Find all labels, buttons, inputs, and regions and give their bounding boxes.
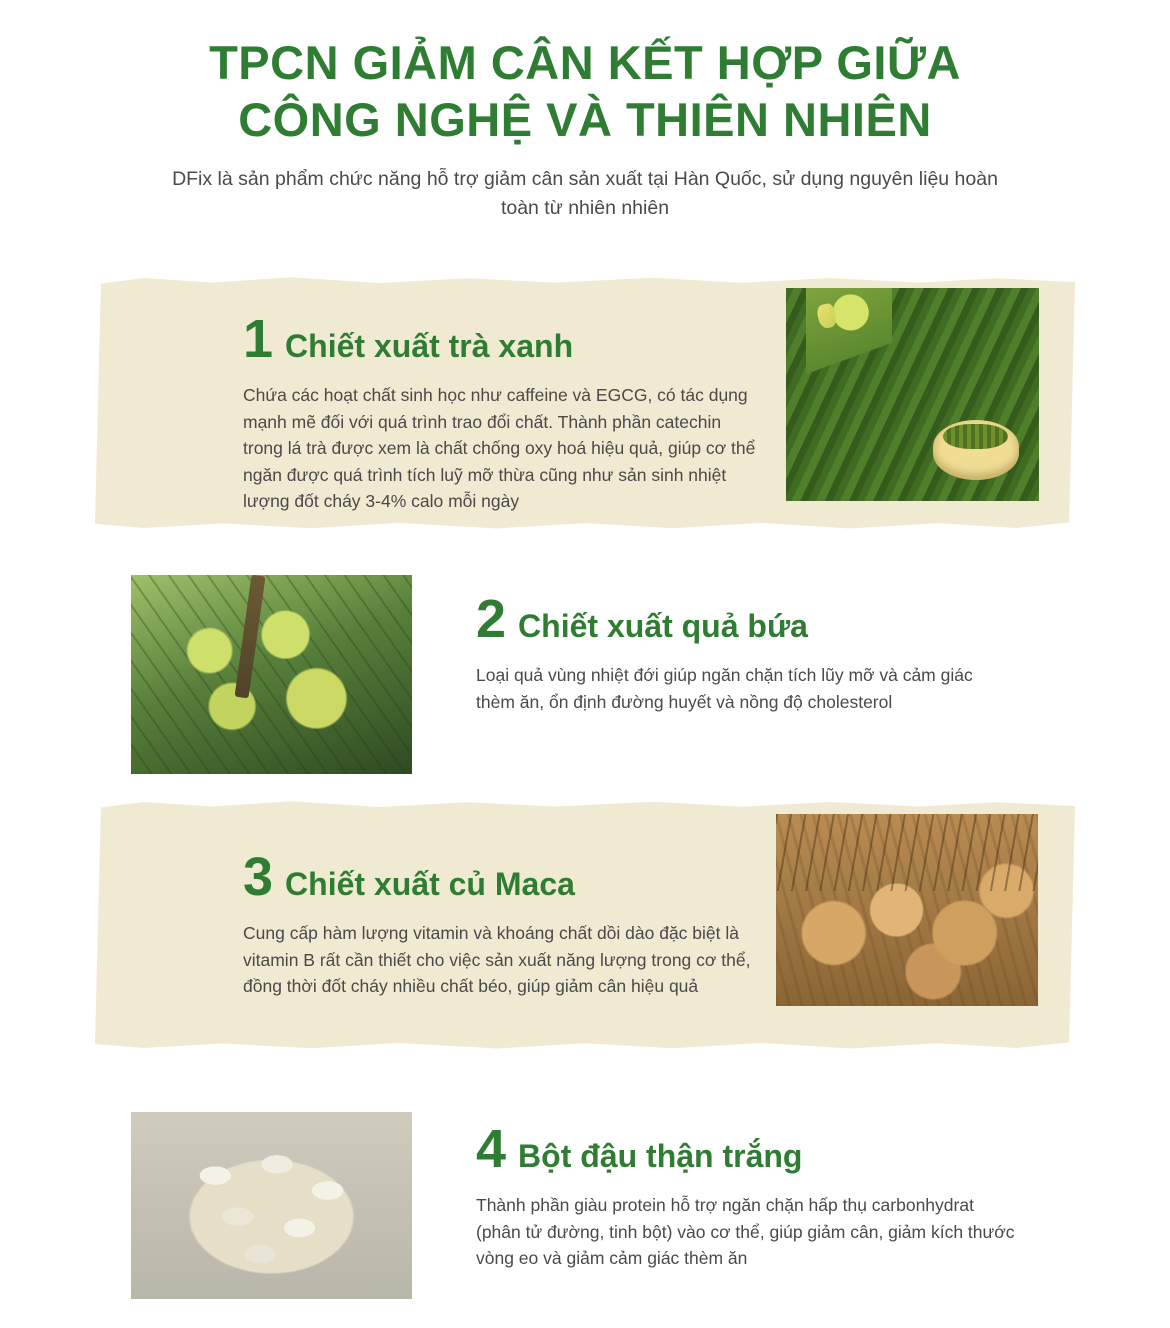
section-3-headline <box>243 847 763 907</box>
section-4-heading: Bột đậu thận trắng <box>518 1138 803 1174</box>
page-header <box>0 0 1170 223</box>
green-tea-field-photo <box>786 288 1039 501</box>
section-4-number: 4 <box>476 1119 507 1179</box>
page-title <box>155 34 1015 149</box>
section-1-headline <box>243 309 763 369</box>
section-2-body: Loại quả vùng nhiệt đới giúp ngăn chặn tích lũy mỡ và cảm giác thèm ăn, ổn định đường huyết và nồng độ cholesterol <box>476 665 973 712</box>
section-4-content <box>476 1119 1016 1272</box>
section-3-number: 3 <box>243 847 274 907</box>
section-3-body: Cung cấp hàm lượng vitamin và khoáng chất dồi dào đặc biệt là vitamin B rất cần thiết cho việc sản xuất năng lượng trong cơ thể, đồng thời đốt cháy nhiều chất béo, giúp giảm cân hiệu quả <box>243 923 751 997</box>
section-2-headline <box>476 589 1012 649</box>
section-1-heading: Chiết xuất trà xanh <box>285 328 574 364</box>
white-kidney-beans-photo <box>131 1112 412 1299</box>
ingredient-section-3 <box>0 800 1170 1062</box>
garcinia-branch <box>235 575 266 699</box>
section-1-body: Chứa các hoạt chất sinh học như caffeine và EGCG, có tác dụng mạnh mẽ đối với quá trình trao đổi chất. Thành phần catechin trong lá trà được xem là chất chống oxy hoá hiệu quả, giúp cơ thể ngăn được quá trình tích luỹ mỡ thừa cũng như sản sinh nhiệt lượng đốt cháy 3-4% calo mỗi ngày <box>243 385 756 512</box>
page-title-line-1: TPCN GIẢM CÂN KẾT HỢP GIỮA <box>209 36 961 89</box>
section-2-heading: Chiết xuất quả bứa <box>518 608 808 644</box>
section-3-content <box>243 847 763 1000</box>
maca-root-photo <box>776 814 1038 1006</box>
section-1-content <box>243 309 763 515</box>
section-3-heading: Chiết xuất củ Maca <box>285 866 575 902</box>
section-2-content <box>476 589 1012 715</box>
garcinia-fruit-photo <box>131 575 412 774</box>
section-4-body: Thành phần giàu protein hỗ trợ ngăn chặn hấp thụ carbonhydrat (phân tử đường, tinh bột) vào cơ thể, giúp giảm cân, giảm kích thước vòng eo và giảm cảm giác thèm ăn <box>476 1195 1015 1269</box>
section-4-headline <box>476 1119 1016 1179</box>
ingredient-section-1 <box>0 276 1170 538</box>
tea-picker-figure <box>806 288 892 399</box>
ingredient-section-4 <box>0 1098 1170 1313</box>
tea-picker-scarf <box>816 302 838 329</box>
page-title-line-2: CÔNG NGHỆ VÀ THIÊN NHIÊN <box>238 93 932 147</box>
ingredient-section-2 <box>0 566 1170 790</box>
maca-root-strands <box>776 814 1038 891</box>
section-2-number: 2 <box>476 589 507 649</box>
page-subtitle: DFix là sản phẩm chức năng hỗ trợ giảm cân sản xuất tại Hàn Quốc, sử dụng nguyên liệu hoàn toàn từ nhiên nhiên <box>172 167 998 219</box>
section-1-number: 1 <box>243 309 274 369</box>
tea-basket <box>933 420 1019 480</box>
